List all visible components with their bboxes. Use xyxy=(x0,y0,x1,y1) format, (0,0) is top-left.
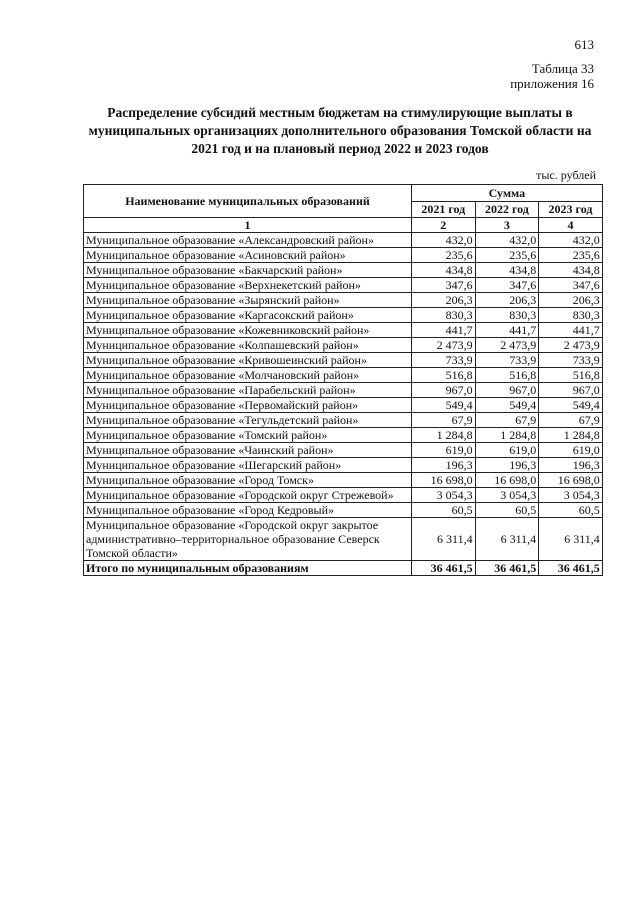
table-row xyxy=(84,383,603,398)
value-2023: 235,6 xyxy=(539,248,603,263)
value-2023: 60,5 xyxy=(539,503,603,518)
value-2022: 967,0 xyxy=(475,383,539,398)
table-row xyxy=(84,293,603,308)
table-row xyxy=(84,413,603,428)
index-cell: 3 xyxy=(475,218,539,233)
table-row xyxy=(84,278,603,293)
municipality-name: Муниципальное образование «Кривошеинский район» xyxy=(84,353,412,368)
municipality-name: Муниципальное образование «Бакчарский район» xyxy=(84,263,412,278)
value-2022: 432,0 xyxy=(475,233,539,248)
value-2022: 733,9 xyxy=(475,353,539,368)
units-label: тыс. рублей xyxy=(536,168,596,182)
municipality-name: Муниципальное образование «Кожевниковский район» xyxy=(84,323,412,338)
value-2021: 441,7 xyxy=(412,323,476,338)
municipality-name: Муниципальное образование «Городской округ Стрежевой» xyxy=(84,488,412,503)
value-2023: 619,0 xyxy=(539,443,603,458)
municipality-name: Муниципальное образование «Верхнекетский район» xyxy=(84,278,412,293)
value-2021: 549,4 xyxy=(412,398,476,413)
table-row xyxy=(84,443,603,458)
value-2023: 16 698,0 xyxy=(539,473,603,488)
total-2022: 36 461,5 xyxy=(475,561,539,576)
value-2022: 196,3 xyxy=(475,458,539,473)
table-row xyxy=(84,308,603,323)
value-2023: 967,0 xyxy=(539,383,603,398)
value-2022: 206,3 xyxy=(475,293,539,308)
value-2023: 549,4 xyxy=(539,398,603,413)
value-2022: 235,6 xyxy=(475,248,539,263)
value-2023: 2 473,9 xyxy=(539,338,603,353)
value-2023: 67,9 xyxy=(539,413,603,428)
value-2022: 60,5 xyxy=(475,503,539,518)
table-row xyxy=(84,518,603,561)
index-cell: 1 xyxy=(84,218,412,233)
table-row xyxy=(84,473,603,488)
table-row xyxy=(84,323,603,338)
value-2022: 1 284,8 xyxy=(475,428,539,443)
value-2023: 516,8 xyxy=(539,368,603,383)
value-2023: 196,3 xyxy=(539,458,603,473)
value-2023: 347,6 xyxy=(539,278,603,293)
municipality-name: Муниципальное образование «Колпашевский район» xyxy=(84,338,412,353)
value-2023: 3 054,3 xyxy=(539,488,603,503)
table-row xyxy=(84,248,603,263)
table-ref-line2: приложения 16 xyxy=(510,76,594,91)
subsidy-table xyxy=(83,184,603,576)
value-2023: 441,7 xyxy=(539,323,603,338)
value-2021: 967,0 xyxy=(412,383,476,398)
column-header-2022: 2022 год xyxy=(475,201,539,218)
value-2022: 830,3 xyxy=(475,308,539,323)
page-number: 613 xyxy=(574,37,594,52)
table-row xyxy=(84,428,603,443)
table-row xyxy=(84,338,603,353)
table-ref-line1: Таблица 33 xyxy=(531,61,594,76)
municipality-name: Муниципальное образование «Парабельский район» xyxy=(84,383,412,398)
table-row xyxy=(84,458,603,473)
value-2021: 3 054,3 xyxy=(412,488,476,503)
table-row xyxy=(84,263,603,278)
value-2022: 347,6 xyxy=(475,278,539,293)
municipality-name: Муниципальное образование «Тегульдетский район» xyxy=(84,413,412,428)
municipality-name: Муниципальное образование «Молчановский район» xyxy=(84,368,412,383)
value-2023: 6 311,4 xyxy=(539,518,603,561)
value-2021: 516,8 xyxy=(412,368,476,383)
value-2021: 2 473,9 xyxy=(412,338,476,353)
value-2021: 235,6 xyxy=(412,248,476,263)
value-2021: 67,9 xyxy=(412,413,476,428)
value-2022: 434,8 xyxy=(475,263,539,278)
total-2023: 36 461,5 xyxy=(539,561,603,576)
index-row xyxy=(84,218,603,233)
value-2022: 516,8 xyxy=(475,368,539,383)
column-header-2021: 2021 год xyxy=(412,201,476,218)
municipality-name: Муниципальное образование «Город Кедровый» xyxy=(84,503,412,518)
value-2022: 441,7 xyxy=(475,323,539,338)
municipality-name: Муниципальное образование «Томский район» xyxy=(84,428,412,443)
table-row xyxy=(84,368,603,383)
column-header-name: Наименование муниципальных образований xyxy=(84,185,412,218)
value-2023: 1 284,8 xyxy=(539,428,603,443)
table-row xyxy=(84,353,603,368)
value-2022: 3 054,3 xyxy=(475,488,539,503)
municipality-name: Муниципальное образование «Александровский район» xyxy=(84,233,412,248)
document-title: Распределение субсидий местным бюджетам на стимулирующие выплаты в муниципальных организациях дополнительного образования Томской области на 2021 год и на плановый период 2022 и 2023 годов xyxy=(88,105,592,156)
municipality-name: Муниципальное образование «Городской округ закрытое административно–территориальное образование Северск Томской области» xyxy=(84,518,412,561)
column-header-sum: Сумма xyxy=(412,185,603,202)
municipality-name: Муниципальное образование «Шегарский район» xyxy=(84,458,412,473)
value-2021: 434,8 xyxy=(412,263,476,278)
value-2023: 733,9 xyxy=(539,353,603,368)
table-reference xyxy=(510,61,594,91)
value-2022: 16 698,0 xyxy=(475,473,539,488)
value-2023: 830,3 xyxy=(539,308,603,323)
value-2023: 432,0 xyxy=(539,233,603,248)
value-2022: 6 311,4 xyxy=(475,518,539,561)
total-2021: 36 461,5 xyxy=(412,561,476,576)
total-row xyxy=(84,561,603,576)
municipality-name: Муниципальное образование «Каргасокский район» xyxy=(84,308,412,323)
value-2021: 60,5 xyxy=(412,503,476,518)
value-2022: 67,9 xyxy=(475,413,539,428)
table-row xyxy=(84,488,603,503)
municipality-name: Муниципальное образование «Первомайский район» xyxy=(84,398,412,413)
value-2023: 434,8 xyxy=(539,263,603,278)
value-2022: 549,4 xyxy=(475,398,539,413)
total-label: Итого по муниципальным образованиям xyxy=(84,561,412,576)
municipality-name: Муниципальное образование «Асиновский район» xyxy=(84,248,412,263)
table-row xyxy=(84,233,603,248)
municipality-name: Муниципальное образование «Город Томск» xyxy=(84,473,412,488)
value-2021: 619,0 xyxy=(412,443,476,458)
value-2021: 16 698,0 xyxy=(412,473,476,488)
municipality-name: Муниципальное образование «Чаинский район» xyxy=(84,443,412,458)
value-2022: 2 473,9 xyxy=(475,338,539,353)
value-2021: 206,3 xyxy=(412,293,476,308)
column-header-2023: 2023 год xyxy=(539,201,603,218)
index-cell: 2 xyxy=(412,218,476,233)
value-2021: 6 311,4 xyxy=(412,518,476,561)
value-2022: 619,0 xyxy=(475,443,539,458)
table-row xyxy=(84,503,603,518)
index-cell: 4 xyxy=(539,218,603,233)
value-2021: 733,9 xyxy=(412,353,476,368)
value-2023: 206,3 xyxy=(539,293,603,308)
municipality-name: Муниципальное образование «Зырянский район» xyxy=(84,293,412,308)
value-2021: 830,3 xyxy=(412,308,476,323)
value-2021: 347,6 xyxy=(412,278,476,293)
value-2021: 196,3 xyxy=(412,458,476,473)
value-2021: 432,0 xyxy=(412,233,476,248)
table-row xyxy=(84,398,603,413)
value-2021: 1 284,8 xyxy=(412,428,476,443)
